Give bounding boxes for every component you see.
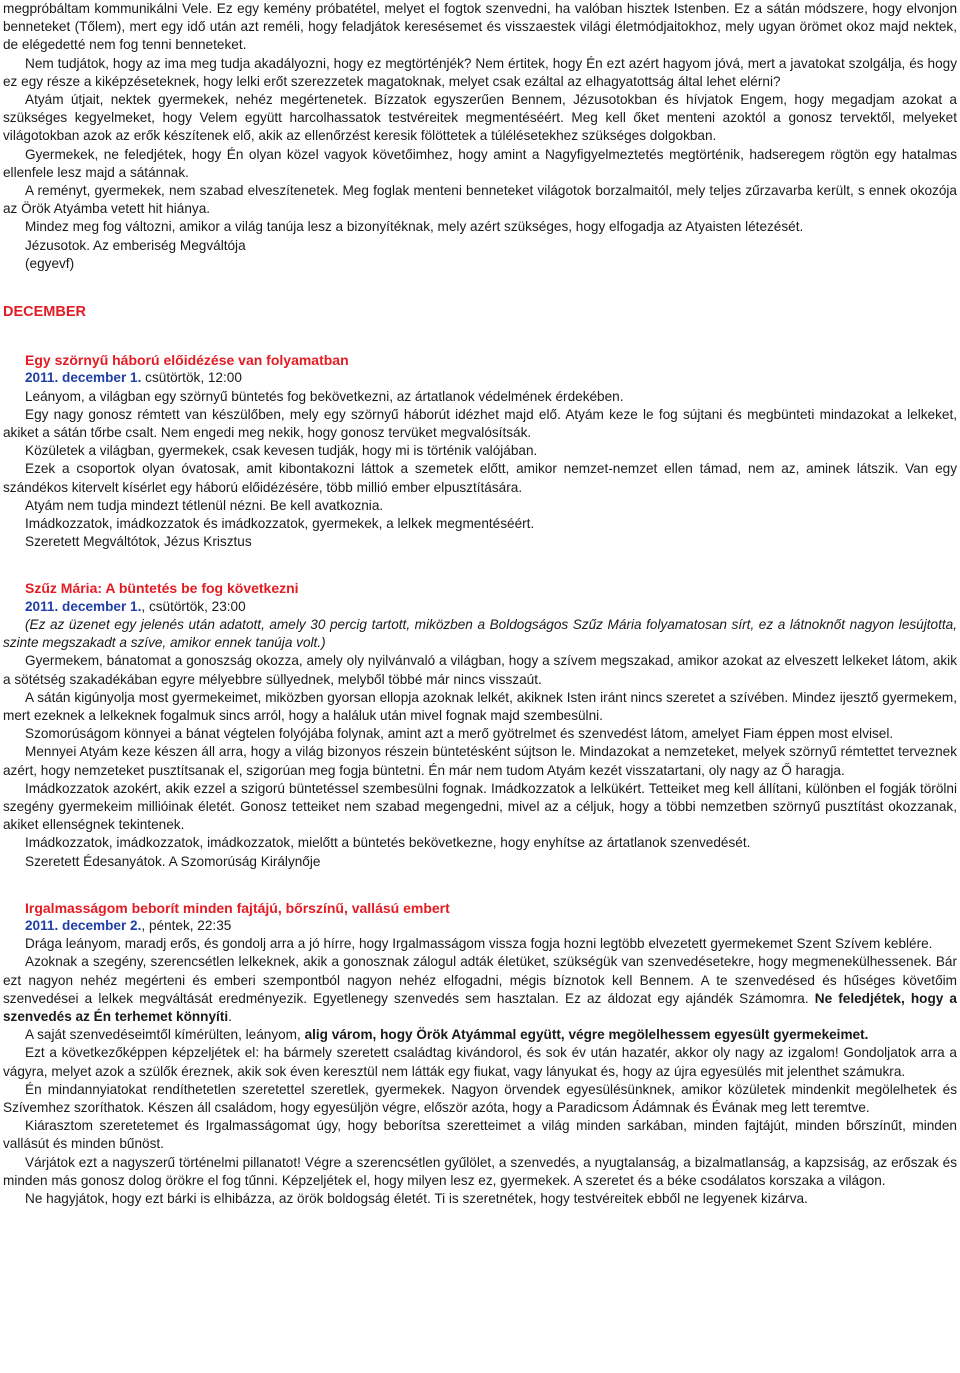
message-date: 2011. december 2.: [25, 917, 142, 933]
message-paragraph: Imádkozzatok azokért, akik ezzel a szigorú büntetéssel szembesülni fognak. Imádkozzatok a lelkükért. Tetteiket meg kell állítani, különben el fogják törölni szegény gyermekeim millióinak életét. Gonosz tetteiket nem szabad megengedni, mivel az a céljuk, hogy a többi nemzetben szörnyű pusztítást okozzanak, akiket ellenségnek tekintenek.: [3, 780, 957, 833]
message-paragraph: Ne hagyjátok, hogy ezt bárki is elhibázza, az örök boldogság életét. Ti is szeretnétek, hogy testvéreitek ebből ne legyenek kizárva.: [25, 1190, 808, 1206]
intro-paragraph: Gyermekek, ne feledjétek, hogy Én olyan közel vagyok követőimhez, hogy amint a Nagyfigyelmeztetés megtörténik, hadseregem rögtön egy hatalmas ellenfele lesz majd a sátánnak.: [3, 146, 957, 180]
message-paragraph: Ezek a csoportok olyan óvatosak, amit kibontakozni láttok a szemetek előtt, amikor nemzet-nemzet ellen támad, nem az, aminek látszik. Van egy szándékos kitervelt kísérlet egy háború előidézésére, több millió ember elpusztítására.: [3, 461, 957, 495]
message-paragraph: A sátán kigúnyolja most gyermekeimet, miközben gyorsan ellopja azoknak lelkét, akiknek Isten iránt nincs szeretet a szívében. Mindez ijesztő gyermekem, mert ezeknek a lelkeknek fogalmuk sincs arról, hogy a haláluk után mivel fognak majd szembesülni.: [3, 689, 957, 723]
message-paragraph: Ezt a következőképpen képzeljétek el: ha bármely szeretett családtag kivándorol, és sok év után hazatér, akkor oly nagy az izgalom! Gondoljatok arra a vágyra, melyet azok a szülők éreznek, akik sok éven keresztül nem látták egy fiukat, vagy lányukat és, hogy az újra egyesülés mit jelenthet számukra.: [3, 1045, 957, 1079]
signature: Szeretett Megváltótok, Jézus Krisztus: [25, 534, 252, 550]
message-paragraph: Imádkozzatok, imádkozzatok, imádkozzatok, mielőtt a büntetés bekövetkezne, hogy enyhítse az ártatlanok szenvedését.: [25, 835, 751, 851]
message-paragraph: Atyám nem tudja mindezt tétlenül nézni. Be kell avatkoznia.: [25, 497, 384, 513]
message-title: Egy szörnyű háború előidézése van folyamatban: [25, 352, 349, 369]
emphasis-text: Ne feledjétek, hogy a szenvedés az Én terhemet könnyíti: [3, 990, 957, 1024]
message-paragraph: [3, 1026, 957, 1044]
message-text: .: [228, 1008, 232, 1024]
message-paragraph: Imádkozzatok, imádkozzatok és imádkozzatok, gyermekek, a lelkek megmentéséért.: [25, 516, 535, 532]
message-paragraph: Kiárasztom szeretetemet és Irgalmasságomat úgy, hogy beborítsa szeretteimet a világ minden sarkában, minden fajtájút, minden bőrszínűt, minden vallásút és minden bűnöst.: [3, 1118, 957, 1152]
message-title: Szűz Mária: A büntetés be fog következni: [25, 580, 299, 597]
emphasis-text: alig várom, hogy Örök Atyámmal együtt, végre megölelhessem egyesült gyermekeimet.: [304, 1027, 869, 1043]
message-paragraph: Szomorúságom könnyei a bánat végtelen folyójába folynak, amint azt a merő gyötrelmet és szenvedést látom, amelyet Fiam éppen most elvisel.: [25, 726, 894, 742]
intro-paragraph: A reményt, gyermekek, nem szabad elveszítenetek. Meg foglak menteni benneteket világotok borzalmaitól, mely teljes zűrzavarba került, s ennek okozója az Örök Atyámba vetett hit hiánya.: [3, 183, 957, 217]
message-paragraph: Drága leányom, maradj erős, és gondolj arra a jó hírre, hogy Irgalmasságom vissza fogja hozni legtöbb elvezetett gyermekemet Szent Szívem keblére.: [25, 936, 933, 952]
message-date: 2011. december 1.: [25, 598, 142, 614]
signature: Szeretett Édesanyátok. A Szomorúság Királynője: [25, 853, 321, 869]
message-time: , péntek, 22:35: [141, 917, 232, 933]
intro-paragraph: Atyám útjait, nektek gyermekek, nehéz megértenetek. Bízzatok egyszerűen Bennem, Jézusotokban és hívjatok Engem, hogy megadjam azokat a szükséges kegyelmeket, hogy Velem együtt harcolhassatok testvéreitek megmentéséért. Meg kell őket menteni azoktól a gonosz tervektől, melyeket világotokban azok az erők készítenek elő, akik az ellenőrzést keresik fölöttetek a túlélésetekhez szükséges dolgokban.: [3, 92, 957, 144]
month-heading: DECEMBER: [3, 304, 86, 321]
intro-paragraph: Nem tudjátok, hogy az ima meg tudja akadályozni, hogy ez megtörténjék? Nem értitek, hogy Én ezt azért hagyom jóvá, mert a javatokat szolgálja, és hogy ez egy része a kiképzéseteknek, hogy lelki erőt szerezzetek magatoknak, melyet csak ezáltal az elhagyatottság által lehet elérni?: [3, 55, 957, 89]
message-text: Azoknak a szegény, szerencsétlen lelkeknek, akik a gonosznak zálogul adták életüket, szükségük van szenvedésetekre, hogy megmenekülhessenek. Bár ezt nagyon nehéz megérteni és emberi szempontból nagyon nehéz elfogadni, mégis bíznotok kell Bennem. A te szenvedésed és hűséges követőim szenvedései a lelkek megváltását eredményezik. Egyetlenegy szenvedés sem hasztalan. Ez az áldozat egy ajándék Számomra.: [3, 954, 957, 1006]
message-dateline: [3, 369, 957, 387]
message-dateline: [3, 598, 957, 616]
message-paragraph: Egy nagy gonosz rémtett van készülőben, mely egy szörnyű háborút idézhet majd elő. Atyám keze le fog sújtani és megbünteti mindazokat a lelkeket, akiket a sátán tőrbe csalt. Nem engedi meg nekik, hogy gonosz tervüket megvalósítsák.: [3, 406, 957, 441]
source-note: (egyevf): [25, 255, 75, 271]
message-note: (Ez az üzenet egy jelenés után adatott, amely 30 percig tartott, miközben a Boldogságos Szűz Mária folyamatosan sírt, ez a látnoknőt nagyon lesújtotta, szinte megszakadt a szíve, amikor ennek tanúja volt.): [3, 616, 957, 651]
message-paragraph: Mennyei Atyám keze készen áll arra, hogy a világ bizonyos részein büntetésként sújtson le. Mindazokat a nemzeteket, melyek szörnyű rémtettet terveznek azért, hogy nemzeteket pusztítsanak el, szigorúan meg fogja büntetni. Én már nem tudom Atyám kezét visszatartani, oly nagy az Ő haragja.: [3, 744, 957, 778]
message-date: 2011. december 1.: [25, 370, 142, 386]
message-paragraph: Közületek a világban, gyermekek, csak kevesen tudják, hogy mi is történik valójában.: [25, 443, 538, 459]
message-title: Irgalmasságom beborít minden fajtájú, bőrszínű, vallású embert: [25, 899, 450, 916]
message-paragraph: Gyermekem, bánatomat a gonoszság okozza, amely oly nyilvánvaló a világban, hogy a szívem megszakad, amikor azokat az elveszett lelkeket látom, akik a sötétség szakadékában egyre mélyebbre süllyednek, melyből többé már nincs visszaút.: [3, 653, 957, 687]
message-time: csütörtök, 12:00: [141, 370, 242, 386]
message-paragraph: Leányom, a világban egy szörnyű büntetés fog bekövetkezni, az ártatlanok védelmének érdekében.: [25, 388, 624, 404]
message-paragraph: Várjátok ezt a nagyszerű történelmi pillanatot! Végre a szerencsétlen gyűlölet, a szenvedés, a nyugtalanság, a bizalmatlanság, a kapzsiság, az erőszak és minden más gonosz dolog örökre el fog tűnni. Képzeljétek el, hogy milyen lesz ez, gyermekek. A szeretet és a béke csodálatos korszaka a világon.: [3, 1154, 957, 1188]
message-dateline: [3, 917, 957, 935]
signature: Jézusotok. Az emberiség Megváltója: [25, 237, 246, 253]
message-time: , csütörtök, 23:00: [141, 598, 246, 614]
intro-paragraph: megpróbáltam kommunikálni Vele. Ez egy kemény próbatétel, melyet el fogtok szenvedni, ha valóban hisztek Istenben. Ez a sátán módszere, hogy elvonjon benneteket (Tőlem), mert egy idő után azt reméli, hogy feladjátok keresésemet és visszaestek világi életmódjaitokhoz, mely ugyan örömet okoz majd nektek, de elégedetté nem fog tenni benneteket.: [3, 1, 957, 53]
message-paragraph: Én mindannyiatokat rendíthetetlen szeretettel szeretlek, gyermekek. Nagyon örvendek egyesülésünknek, amikor közületek mindenkit megölelhetek és Szívemhez szoríthatok. Készen áll családom, hogy egyesüljön végre, először azóta, hogy a Paradicsom Ádámnak és Évának meg lett teremtve.: [3, 1081, 957, 1115]
message-text: A saját szenvedéseimtől kímérülten, leányom,: [25, 1027, 305, 1043]
intro-paragraph: Mindez meg fog változni, amikor a világ tanúja lesz a bizonyítéknak, mely azért szükséges, hogy elfogadja az Atyaisten létezését.: [25, 219, 804, 235]
message-paragraph: [3, 953, 957, 1026]
